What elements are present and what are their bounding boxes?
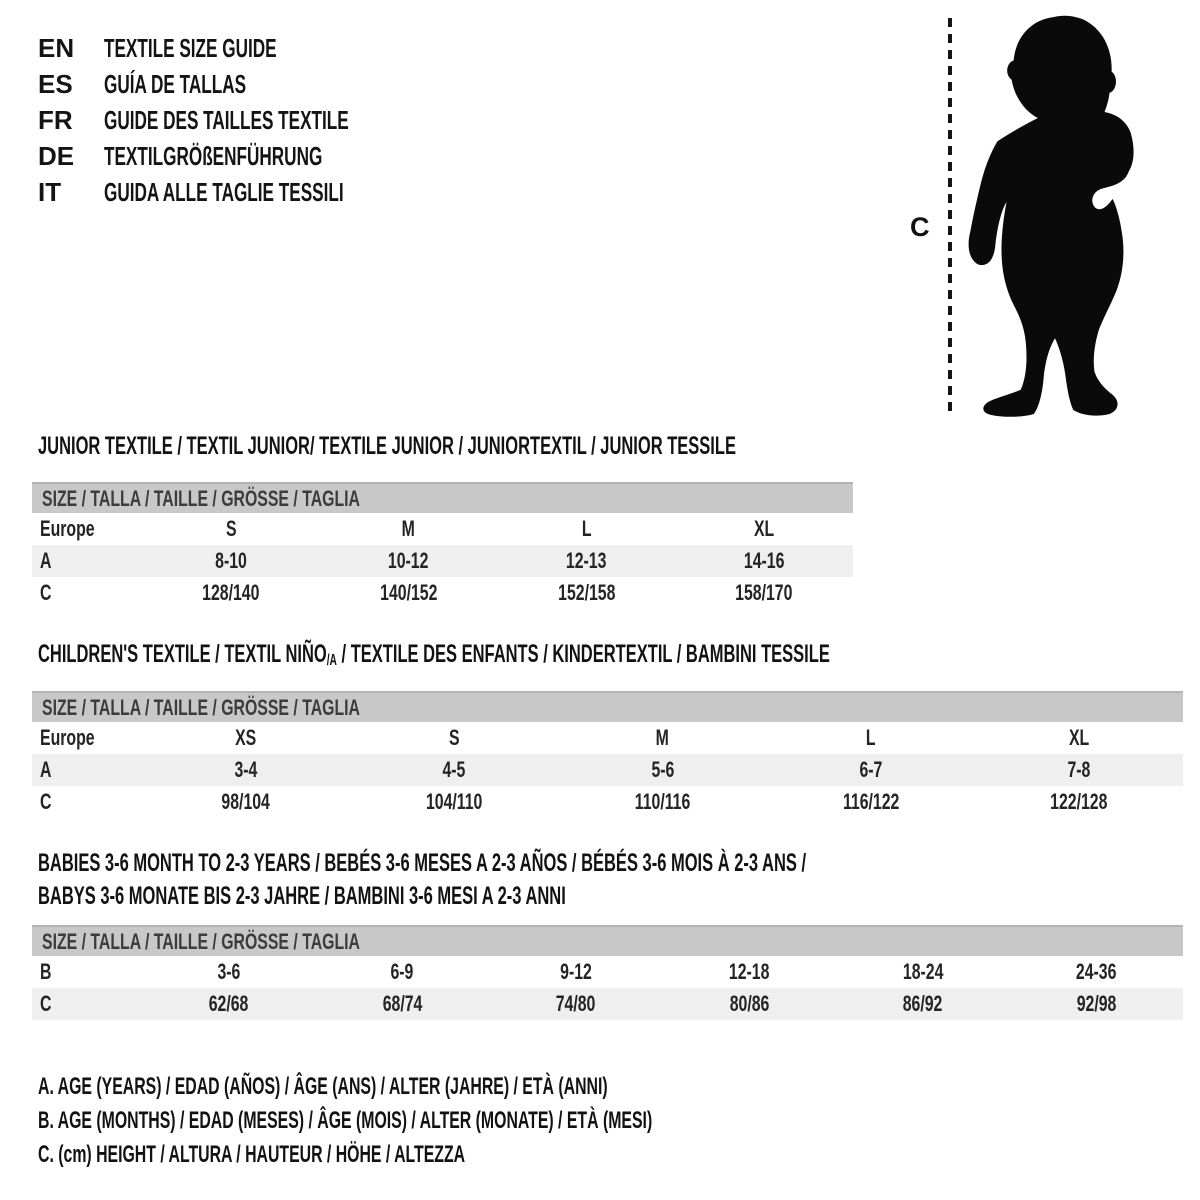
language-row-es <box>38 66 475 102</box>
size-value: XL <box>1068 725 1090 750</box>
toddler-silhouette-svg <box>963 14 1143 418</box>
row-label: A <box>40 757 52 782</box>
junior-table-header <box>32 482 853 513</box>
table-row-age-years <box>32 754 1183 786</box>
language-code: FR <box>38 104 73 135</box>
size-header-label: SIZE / TALLA / TAILLE / GRÖSSE / TAGLIA <box>42 928 360 954</box>
row-label: Europe <box>40 725 95 750</box>
children-title-sub: /A <box>326 651 337 669</box>
language-row-de <box>38 138 475 174</box>
language-row-en <box>38 30 475 66</box>
size-value: S <box>449 725 460 750</box>
height-marker-label: C <box>910 212 930 242</box>
height-value: 158/170 <box>735 580 793 605</box>
height-value: 140/152 <box>379 580 438 605</box>
legend-line-c <box>38 1138 969 1172</box>
age-value: 6-7 <box>859 757 883 782</box>
age-value: 14-16 <box>743 548 785 573</box>
legend-text-a: A. AGE (YEARS) / EDAD (AÑOS) / ÂGE (ANS) / ALTER (JAHRE) / ETÀ (ANNI) <box>38 1073 608 1100</box>
junior-size-table <box>32 482 853 609</box>
table-row-age-months <box>32 956 1183 988</box>
language-title-list <box>38 30 475 210</box>
guide-title-fr: GUIDE DES TAILLES TEXTILE <box>104 104 349 135</box>
height-value: 122/128 <box>1050 789 1108 814</box>
height-value: 68/74 <box>382 991 423 1016</box>
row-label: C <box>40 991 52 1016</box>
row-label: Europe <box>40 516 95 541</box>
age-value: 24-36 <box>1075 959 1117 984</box>
table-row-europe <box>32 722 1183 754</box>
language-code: DE <box>38 140 75 171</box>
guide-title-de: TEXTILGRÖßENFÜHRUNG <box>104 140 323 171</box>
size-value: M <box>655 725 670 750</box>
size-value: M <box>402 516 416 541</box>
children-title-post: / TEXTILE DES ENFANTS / KINDERTEXTIL / BAMBINI TESSILE <box>336 640 830 668</box>
height-value: 110/116 <box>634 789 691 814</box>
size-header-label: SIZE / TALLA / TAILLE / GRÖSSE / TAGLIA <box>42 485 360 511</box>
babies-title-line1: BABIES 3-6 MONTH TO 2-3 YEARS / BEBÉS 3-6 MESES A 2-3 AÑOS / BÉBÉS 3-6 MOIS À 2-3 ANS / <box>38 849 807 877</box>
height-value: 98/104 <box>221 789 271 814</box>
row-label: C <box>40 580 52 605</box>
table-row-height-cm <box>32 988 1183 1020</box>
age-value: 9-12 <box>559 959 592 984</box>
age-value: 4-5 <box>442 757 466 782</box>
language-row-fr <box>38 102 475 138</box>
age-value: 6-9 <box>390 959 414 984</box>
junior-section-title-text: JUNIOR TEXTILE / TEXTIL JUNIOR/ TEXTILE JUNIOR / JUNIORTEXTIL / JUNIOR TESSILE <box>38 432 736 460</box>
age-value: 10-12 <box>388 548 429 573</box>
language-code: ES <box>38 68 73 99</box>
legend-line-b <box>38 1104 969 1138</box>
age-value: 12-18 <box>728 959 770 984</box>
legend-line-a <box>38 1070 969 1104</box>
table-row-europe <box>32 513 853 545</box>
legend-text-b: B. AGE (MONTHS) / EDAD (MESES) / ÂGE (MOIS) / ALTER (MONATE) / ETÀ (MESI) <box>38 1107 653 1134</box>
children-table-header <box>32 691 1183 722</box>
age-value: 3-4 <box>234 757 258 782</box>
babies-title-line2: BABYS 3-6 MONATE BIS 2-3 JAHRE / BAMBINI 3-6 MESI A 2-3 ANNI <box>38 882 566 910</box>
language-code: EN <box>38 32 75 63</box>
toddler-silhouette-image <box>963 14 1143 418</box>
children-section-title <box>38 641 1200 674</box>
height-value: 86/92 <box>902 991 943 1016</box>
size-value: XL <box>754 516 775 541</box>
age-value: 8-10 <box>215 548 247 573</box>
size-value: L <box>865 725 876 750</box>
size-value: L <box>581 516 592 541</box>
children-size-table <box>32 691 1183 818</box>
height-value: 62/68 <box>208 991 249 1016</box>
age-value: 3-6 <box>217 959 241 984</box>
guide-title-es: GUÍA DE TALLAS <box>104 68 247 99</box>
row-label: A <box>40 548 52 573</box>
table-row-height-cm <box>32 577 853 609</box>
row-label: B <box>40 959 52 984</box>
size-header-label: SIZE / TALLA / TAILLE / GRÖSSE / TAGLIA <box>42 694 360 720</box>
guide-title-it: GUIDA ALLE TAGLIE TESSILI <box>104 176 344 207</box>
language-row-it <box>38 174 475 210</box>
legend-text-c: C. (cm) HEIGHT / ALTURA / HAUTEUR / HÖHE / ALTEZZA <box>38 1141 466 1168</box>
junior-section-title <box>38 433 1096 460</box>
size-value: S <box>225 516 237 541</box>
height-value: 128/140 <box>202 580 260 605</box>
height-value: 80/86 <box>729 991 770 1016</box>
table-row-height-cm <box>32 786 1183 818</box>
size-value: XS <box>235 725 257 750</box>
language-code: IT <box>38 176 62 207</box>
age-value: 12-13 <box>566 548 607 573</box>
age-value: 7-8 <box>1067 757 1091 782</box>
age-value: 18-24 <box>902 959 944 984</box>
babies-size-table <box>32 925 1183 1020</box>
legend <box>38 1070 969 1172</box>
children-section-title-text <box>38 641 830 674</box>
children-title-pre: CHILDREN'S TEXTILE / TEXTIL NIÑO <box>38 640 327 668</box>
height-value: 104/110 <box>426 789 483 814</box>
row-label: C <box>40 789 52 814</box>
height-value: 74/80 <box>555 991 596 1016</box>
height-value: 116/122 <box>842 789 899 814</box>
table-row-age-years <box>32 545 853 577</box>
height-value: 152/158 <box>557 580 616 605</box>
babies-section-title <box>38 847 1200 913</box>
guide-title-en: TEXTILE SIZE GUIDE <box>104 32 277 63</box>
babies-table-header <box>32 925 1183 956</box>
height-measure-dotted-line <box>948 18 952 416</box>
age-value: 5-6 <box>651 757 674 782</box>
height-value: 92/98 <box>1076 991 1117 1016</box>
